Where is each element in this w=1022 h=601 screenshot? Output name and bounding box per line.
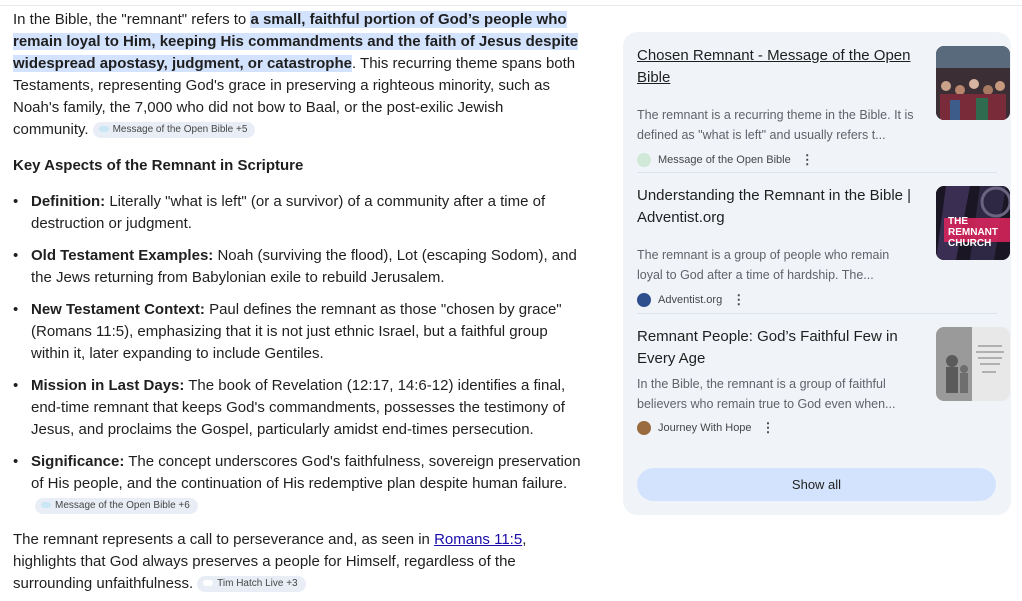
intro-text: In the Bible, the "remnant" refers to xyxy=(13,11,251,28)
source-card-thumbnail[interactable] xyxy=(936,327,1010,401)
source-card[interactable] xyxy=(637,326,997,446)
source-logo-icon xyxy=(99,126,109,132)
list-item-term: Definition: xyxy=(31,193,106,210)
list-item xyxy=(13,299,583,365)
intro-highlight[interactable]: a small, faithful portion of God’s people who remain loyal to Him, keeping His commandments and the faith of Jesus despite widespread apostasy, judgment, or catastrophe xyxy=(13,11,579,72)
source-logo-icon xyxy=(41,502,51,508)
source-card-thumbnail[interactable] xyxy=(936,186,1010,260)
intro-paragraph xyxy=(13,9,583,141)
source-card-site: Journey With Hope xyxy=(658,422,752,434)
source-card-title[interactable]: Understanding the Remnant in the Bible | Adventist.org xyxy=(637,187,912,226)
more-options-icon[interactable]: ⋮ xyxy=(800,152,813,167)
romans-link[interactable]: Romans 11:5 xyxy=(434,531,523,548)
bullet-icon: • xyxy=(13,453,19,470)
list-item xyxy=(13,375,583,441)
more-options-icon[interactable]: ⋮ xyxy=(761,420,774,435)
list-item-text: Paul defines the remnant as those "chosen by grace" (Romans 11:5), emphasizing that it is not just ethnic Israel, but a faithful group within it, later expanding to include Gentiles. xyxy=(31,301,562,362)
citation-chip-label: Tim Hatch Live +3 xyxy=(217,578,298,590)
list-item xyxy=(13,191,583,235)
card-divider xyxy=(637,313,997,314)
bullet-icon: • xyxy=(13,193,19,210)
show-all-button[interactable]: Show all xyxy=(637,468,996,501)
list-item-term: Significance: xyxy=(31,453,125,470)
list-item-term: Old Testament Examples: xyxy=(31,247,214,264)
key-aspects-list xyxy=(13,191,583,517)
list-item-text: The book of Revelation (12:17, 14:6-12) identifies a final, end-time remnant that keeps God's commandments, possesses the testimony of Jesus, and proclaims the Gospel, particularly amidst end-times persecution. xyxy=(31,377,566,438)
list-item xyxy=(13,451,583,517)
bullet-icon: • xyxy=(13,377,19,394)
more-options-icon[interactable]: ⋮ xyxy=(732,292,745,307)
citation-chip[interactable] xyxy=(35,498,198,514)
source-card-snippet: The remnant is a recurring theme in the Bible. It is defined as "what is left" and usually refers t... xyxy=(637,108,914,142)
source-logo-icon xyxy=(637,293,651,307)
source-card-thumbnail[interactable] xyxy=(936,46,1010,120)
closing-paragraph xyxy=(13,529,583,595)
top-divider xyxy=(0,5,1022,6)
list-item xyxy=(13,245,583,289)
citation-chip-label: Message of the Open Bible +5 xyxy=(112,124,248,136)
citation-chip[interactable] xyxy=(93,122,256,138)
list-item-text: Noah (surviving the flood), Lot (escaping Sodom), and the Jews returning from Babylonian exile to rebuild Jerusalem. xyxy=(31,247,577,286)
answer-body xyxy=(13,9,583,595)
list-item-term: Mission in Last Days: xyxy=(31,377,185,394)
intro-text-rest: . This recurring theme spans both Testaments, representing God's grace in preserving a righteous minority, such as Noah's family, the 7,000 who did not bow to Baal, or the post-exilic Jewish community. xyxy=(13,55,576,138)
citation-chip[interactable] xyxy=(197,576,306,592)
source-card-title[interactable]: Remnant People: God’s Faithful Few in Every Age xyxy=(637,328,898,367)
source-card[interactable] xyxy=(637,45,997,165)
bullet-icon: • xyxy=(13,247,19,264)
source-logo-icon xyxy=(637,421,651,435)
source-card-site: Message of the Open Bible xyxy=(658,154,791,166)
source-logo-icon xyxy=(637,153,651,167)
source-card-title[interactable]: Chosen Remnant - Message of the Open Bible xyxy=(637,47,911,86)
closing-text-rest: , highlights that God always preserves a people for Himself, regardless of the surrounding unfaithfulness. xyxy=(13,531,527,592)
section-heading: Key Aspects of the Remnant in Scripture xyxy=(13,157,304,174)
source-card-attribution xyxy=(637,420,774,436)
thumbnail-image xyxy=(936,327,1010,401)
list-item-text: The concept underscores God's faithfulness, sovereign preservation of His people, and the continuation of His redemptive plan despite human failure. xyxy=(31,453,581,492)
sources-panel xyxy=(623,32,1011,515)
card-divider xyxy=(637,172,997,173)
closing-text: The remnant represents a call to perseverance and, as seen in xyxy=(13,531,435,548)
source-card-snippet: The remnant is a group of people who remain loyal to God after a time of hardship. The... xyxy=(637,248,890,282)
bullet-icon: • xyxy=(13,301,19,318)
thumbnail-image xyxy=(936,46,1010,120)
source-card-site: Adventist.org xyxy=(658,294,723,306)
source-card[interactable] xyxy=(637,185,997,305)
list-item-term: New Testament Context: xyxy=(31,301,205,318)
thumbnail-caption: THE REMNANT CHURCH xyxy=(948,216,998,249)
list-item-text: Literally "what is left" (or a survivor) of a community after a time of destruction or judgment. xyxy=(31,193,546,232)
source-logo-icon xyxy=(203,580,213,586)
source-card-attribution xyxy=(637,292,744,308)
source-card-attribution xyxy=(637,152,813,168)
source-card-snippet: In the Bible, the remnant is a group of faithful believers who remain true to God even when... xyxy=(637,377,896,411)
citation-chip-label: Message of the Open Bible +6 xyxy=(55,500,190,512)
